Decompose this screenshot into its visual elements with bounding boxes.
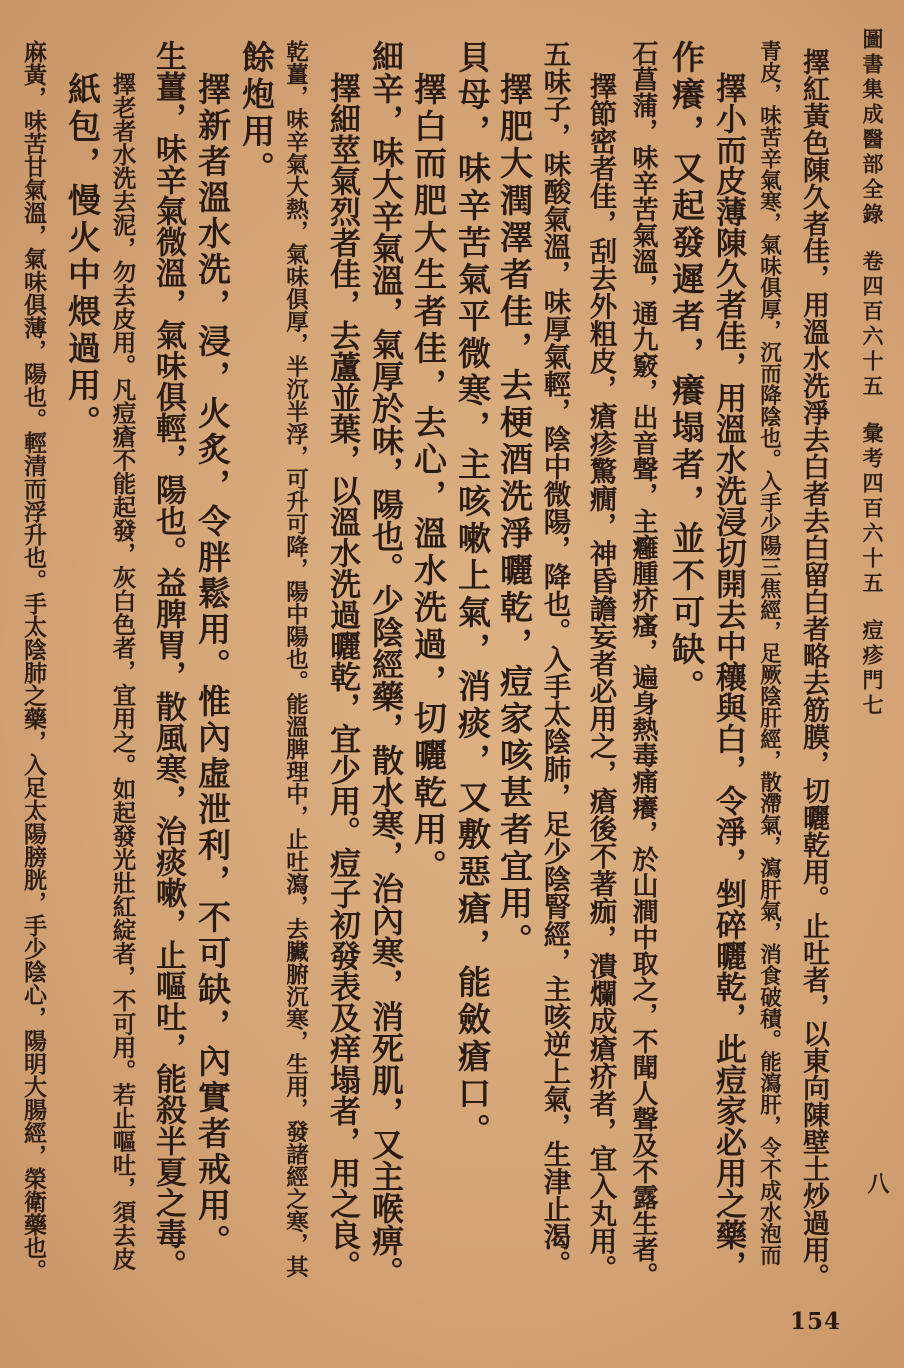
text-column: 擇紅黃色陳久者佳，用溫水洗淨去白者去白留白者略去筋膜，切曬乾用。止吐者，以東向陳壁土炒過用。 bbox=[798, 48, 829, 1290]
section-label: 痘疹門七 bbox=[860, 619, 885, 719]
text-column: 擇肥大潤澤者佳，去梗酒洗淨曬乾，痘家咳甚者宜用。 bbox=[495, 72, 534, 960]
text-column: 生薑，味辛氣微溫，氣味俱輕，陽也。益脾胃，散風寒，治痰嗽，止嘔吐，能殺半夏之毒。 bbox=[150, 40, 186, 1280]
reference-label: 彙考四百六十五 bbox=[860, 422, 885, 597]
text-column: 擇細莖氣烈者佳，去蘆並葉，以溫水洗過曬乾，宜少用。痘子初發表及痒塌者，用之良。 bbox=[324, 72, 360, 1281]
text-column: 餘炮用。 bbox=[237, 40, 276, 188]
text-column: 五味子，味酸氣溫，味厚氣輕，陰中微陽，降也。入手太陰肺，足少陰腎經，主咳逆上氣，生津止渴。 bbox=[538, 40, 571, 1278]
running-header bbox=[862, 28, 883, 719]
text-column: 擇小而皮薄陳久者佳，用溫水洗浸切開去中穰與白，令淨，剉碎曬乾，此痘家必用之藥， bbox=[710, 72, 746, 1281]
text-column: 作癢，又起發遲者，癢塌者，並不可缺。 bbox=[667, 40, 706, 706]
book-title: 圖書集成醫部全錄 bbox=[860, 28, 885, 228]
text-column: 麻黃，味苦甘氣溫，氣味俱薄，陽也。輕清而浮升也。手太陰肺之藥，入足太陽膀胱，手少陰心，陽明大腸經，榮衛藥也。 bbox=[20, 40, 47, 1282]
volume-label: 卷四百六十五 bbox=[860, 250, 885, 400]
text-column: 擇老者水洗去泥，勿去皮用。凡痘瘡不能起發，灰白色者，宜用之。如起發光壯紅綻者，不可用。若止嘔吐，須去皮 bbox=[108, 72, 137, 1271]
text-column: 青皮，味苦辛氣寒，氣味俱厚，沉而降陰也。入手少陽三焦經，足厥陰肝經，散滯氣，瀉肝氣，消食破積。能瀉肝，令不成水泡而 bbox=[756, 40, 782, 1266]
text-column: 乾薑，味辛氣大熱，氣味俱厚，半沉半浮，可升可降，陽中陽也。能溫脾理中，止吐瀉，去臟腑沉寒，生用，發諸經之寒，其 bbox=[282, 40, 309, 1278]
side-page-label: 八 bbox=[864, 1172, 890, 1194]
text-column: 細辛，味大辛氣溫，氣厚於味，陽也。少陰經藥，散水寒，治內寒，消死肌，又主喉痹。 bbox=[367, 40, 405, 1288]
text-column: 擇白而肥大生者佳，去心，溫水洗過，切曬乾用。 bbox=[409, 72, 448, 886]
page-number: 154 bbox=[790, 1308, 842, 1335]
text-column: 石菖蒲，味辛苦氣溫，通九竅，出音聲，主癰腫疥瘙，遍身熱毒痛癢，於山澗中取之，不聞人聲及不露生者。 bbox=[628, 40, 658, 1288]
text-column: 貝母，味辛苦氣平微寒，主咳嗽上氣，消痰，又敷惡瘡，能斂瘡口。 bbox=[453, 40, 492, 1150]
text-column: 紙包，慢火中煨過用。 bbox=[63, 72, 102, 442]
text-column: 擇新者溫水洗，浸，火炙，令胖鬆用。惟內虛泄利，不可缺，內實者戒用。 bbox=[193, 72, 232, 1260]
text-column: 擇節密者佳，刮去外粗皮，瘡疹驚癇，神昏譫妄者必用之，瘡後不著痂，潰爛成瘡疥者，宜入丸用。 bbox=[584, 72, 617, 1282]
